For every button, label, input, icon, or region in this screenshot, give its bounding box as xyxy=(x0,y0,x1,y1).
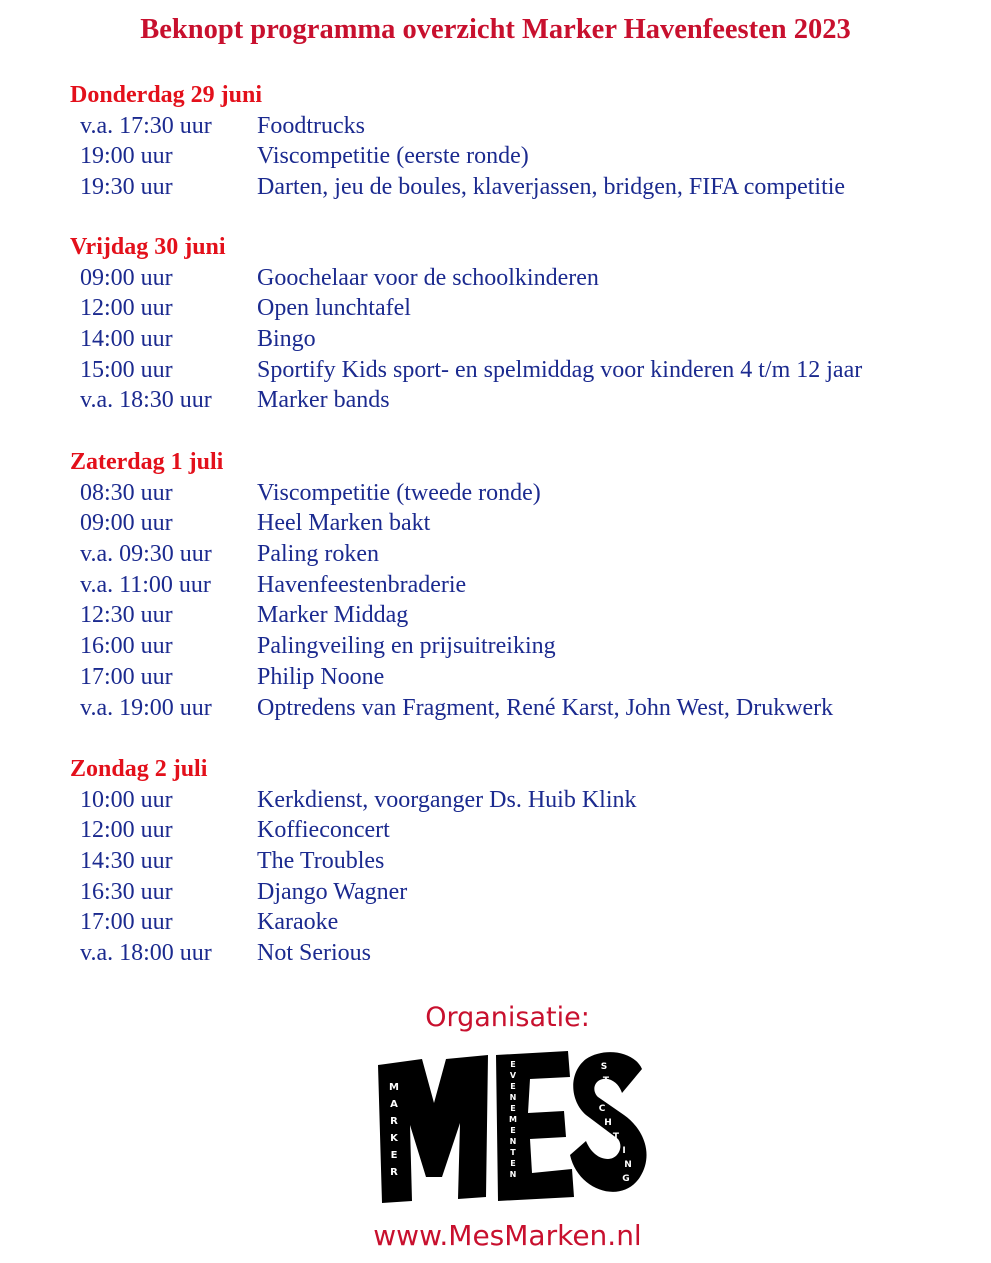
svg-text:E: E xyxy=(510,1159,516,1168)
svg-text:M: M xyxy=(509,1115,517,1124)
event-description: Paling roken xyxy=(257,541,379,568)
event-description: Goochelaar voor de schoolkinderen xyxy=(257,264,599,291)
page-title: Beknopt programma overzicht Marker Havenfeesten 2023 xyxy=(140,14,851,45)
mes-logo xyxy=(372,1045,652,1205)
day-heading: Zaterdag 1 juli xyxy=(70,449,224,475)
event-time: v.a. 09:30 uur xyxy=(80,541,212,568)
svg-text:R: R xyxy=(390,1116,398,1127)
event-description: The Troubles xyxy=(257,848,385,875)
event-row xyxy=(70,785,970,816)
event-time: v.a. 17:30 uur xyxy=(80,112,212,139)
event-time: v.a. 19:00 uur xyxy=(80,694,212,721)
event-description: Foodtrucks xyxy=(257,112,365,139)
event-description: Karaoke xyxy=(257,909,339,936)
event-description: Philip Noone xyxy=(257,663,385,690)
event-description: Havenfeestenbraderie xyxy=(257,571,467,598)
svg-text:N: N xyxy=(624,1160,632,1170)
event-description: Darten, jeu de boules, klaverjassen, bridgen, FIFA competitie xyxy=(257,174,846,201)
event-time: 16:00 uur xyxy=(80,633,173,660)
day-heading: Zondag 2 juli xyxy=(70,756,208,782)
svg-text:G: G xyxy=(622,1174,630,1184)
event-description: Open lunchtafel xyxy=(257,295,411,322)
event-description: Viscompetitie (eerste ronde) xyxy=(257,143,529,170)
event-row xyxy=(70,938,970,969)
svg-text:N: N xyxy=(509,1137,517,1146)
logo-letter-m xyxy=(378,1055,488,1203)
event-time: 16:30 uur xyxy=(80,878,173,905)
svg-text:E: E xyxy=(510,1126,516,1135)
svg-text:I: I xyxy=(622,1146,626,1156)
svg-text:M: M xyxy=(389,1082,399,1093)
svg-text:N: N xyxy=(509,1093,517,1102)
event-description: Sportify Kids sport- en spelmiddag voor kinderen 4 t/m 12 jaar xyxy=(257,356,863,383)
event-row xyxy=(70,846,970,877)
svg-text:H: H xyxy=(604,1118,612,1128)
event-description: Marker Middag xyxy=(257,602,409,629)
event-row xyxy=(70,539,970,570)
event-row xyxy=(70,172,970,203)
svg-text:N: N xyxy=(509,1170,517,1179)
day-section xyxy=(70,447,970,723)
event-row xyxy=(70,907,970,938)
svg-text:K: K xyxy=(390,1133,398,1144)
organisation-label: Organisatie: xyxy=(425,1002,590,1033)
event-time: v.a. 11:00 uur xyxy=(80,571,211,598)
svg-text:I: I xyxy=(602,1090,606,1100)
event-time: 08:30 uur xyxy=(80,479,173,506)
event-row xyxy=(70,600,970,631)
day-heading: Vrijdag 30 juni xyxy=(70,234,226,260)
logo-letter-e xyxy=(496,1051,574,1201)
event-time: 19:00 uur xyxy=(80,143,173,170)
event-description: Palingveiling en prijsuitreiking xyxy=(257,633,556,660)
event-row xyxy=(70,141,970,172)
svg-text:R: R xyxy=(390,1167,398,1178)
event-time: 15:00 uur xyxy=(80,356,173,383)
event-time: 17:00 uur xyxy=(80,663,173,690)
event-row xyxy=(70,570,970,601)
event-row xyxy=(70,293,970,324)
event-description: Bingo xyxy=(257,326,316,353)
svg-text:T: T xyxy=(602,1076,610,1086)
event-description: Heel Marken bakt xyxy=(257,510,431,537)
svg-text:V: V xyxy=(509,1071,517,1080)
svg-text:E: E xyxy=(510,1104,516,1113)
event-row xyxy=(70,324,970,355)
svg-text:E: E xyxy=(390,1150,398,1161)
svg-text:T: T xyxy=(612,1132,620,1142)
event-time: 17:00 uur xyxy=(80,909,173,936)
svg-text:E: E xyxy=(510,1060,516,1069)
event-time: 09:00 uur xyxy=(80,510,173,537)
event-row xyxy=(70,693,970,724)
event-row xyxy=(70,111,970,142)
event-row xyxy=(70,662,970,693)
event-time: 12:00 uur xyxy=(80,295,173,322)
event-description: Django Wagner xyxy=(257,878,408,905)
event-row xyxy=(70,355,970,386)
event-row xyxy=(70,508,970,539)
event-time: 14:00 uur xyxy=(80,326,173,353)
event-description: Optredens van Fragment, René Karst, John West, Drukwerk xyxy=(257,694,834,721)
event-description: Kerkdienst, voorganger Ds. Huib Klink xyxy=(257,786,637,813)
event-row xyxy=(70,631,970,662)
event-time: 09:00 uur xyxy=(80,264,173,291)
event-time: 12:30 uur xyxy=(80,602,173,629)
event-row xyxy=(70,877,970,908)
event-time: v.a. 18:00 uur xyxy=(80,940,212,967)
event-row xyxy=(70,478,970,509)
event-description: Not Serious xyxy=(257,940,371,967)
event-description: Marker bands xyxy=(257,387,390,414)
svg-text:S: S xyxy=(600,1062,608,1072)
day-section xyxy=(70,754,970,969)
event-description: Viscompetitie (tweede ronde) xyxy=(257,479,541,506)
svg-text:C: C xyxy=(598,1104,606,1114)
event-time: 19:30 uur xyxy=(80,174,173,201)
day-heading: Donderdag 29 juni xyxy=(70,82,263,108)
event-row xyxy=(70,263,970,294)
event-row xyxy=(70,385,970,416)
svg-text:T: T xyxy=(510,1148,516,1157)
event-time: 12:00 uur xyxy=(80,817,173,844)
event-description: Koffieconcert xyxy=(257,817,390,844)
event-time: v.a. 18:30 uur xyxy=(80,387,212,414)
svg-text:E: E xyxy=(510,1082,516,1091)
event-row xyxy=(70,815,970,846)
day-section xyxy=(70,80,970,203)
svg-text:A: A xyxy=(390,1099,398,1110)
event-time: 14:30 uur xyxy=(80,848,173,875)
day-section xyxy=(70,232,970,416)
event-time: 10:00 uur xyxy=(80,786,173,813)
website-link[interactable]: www.MesMarken.nl xyxy=(373,1219,642,1252)
